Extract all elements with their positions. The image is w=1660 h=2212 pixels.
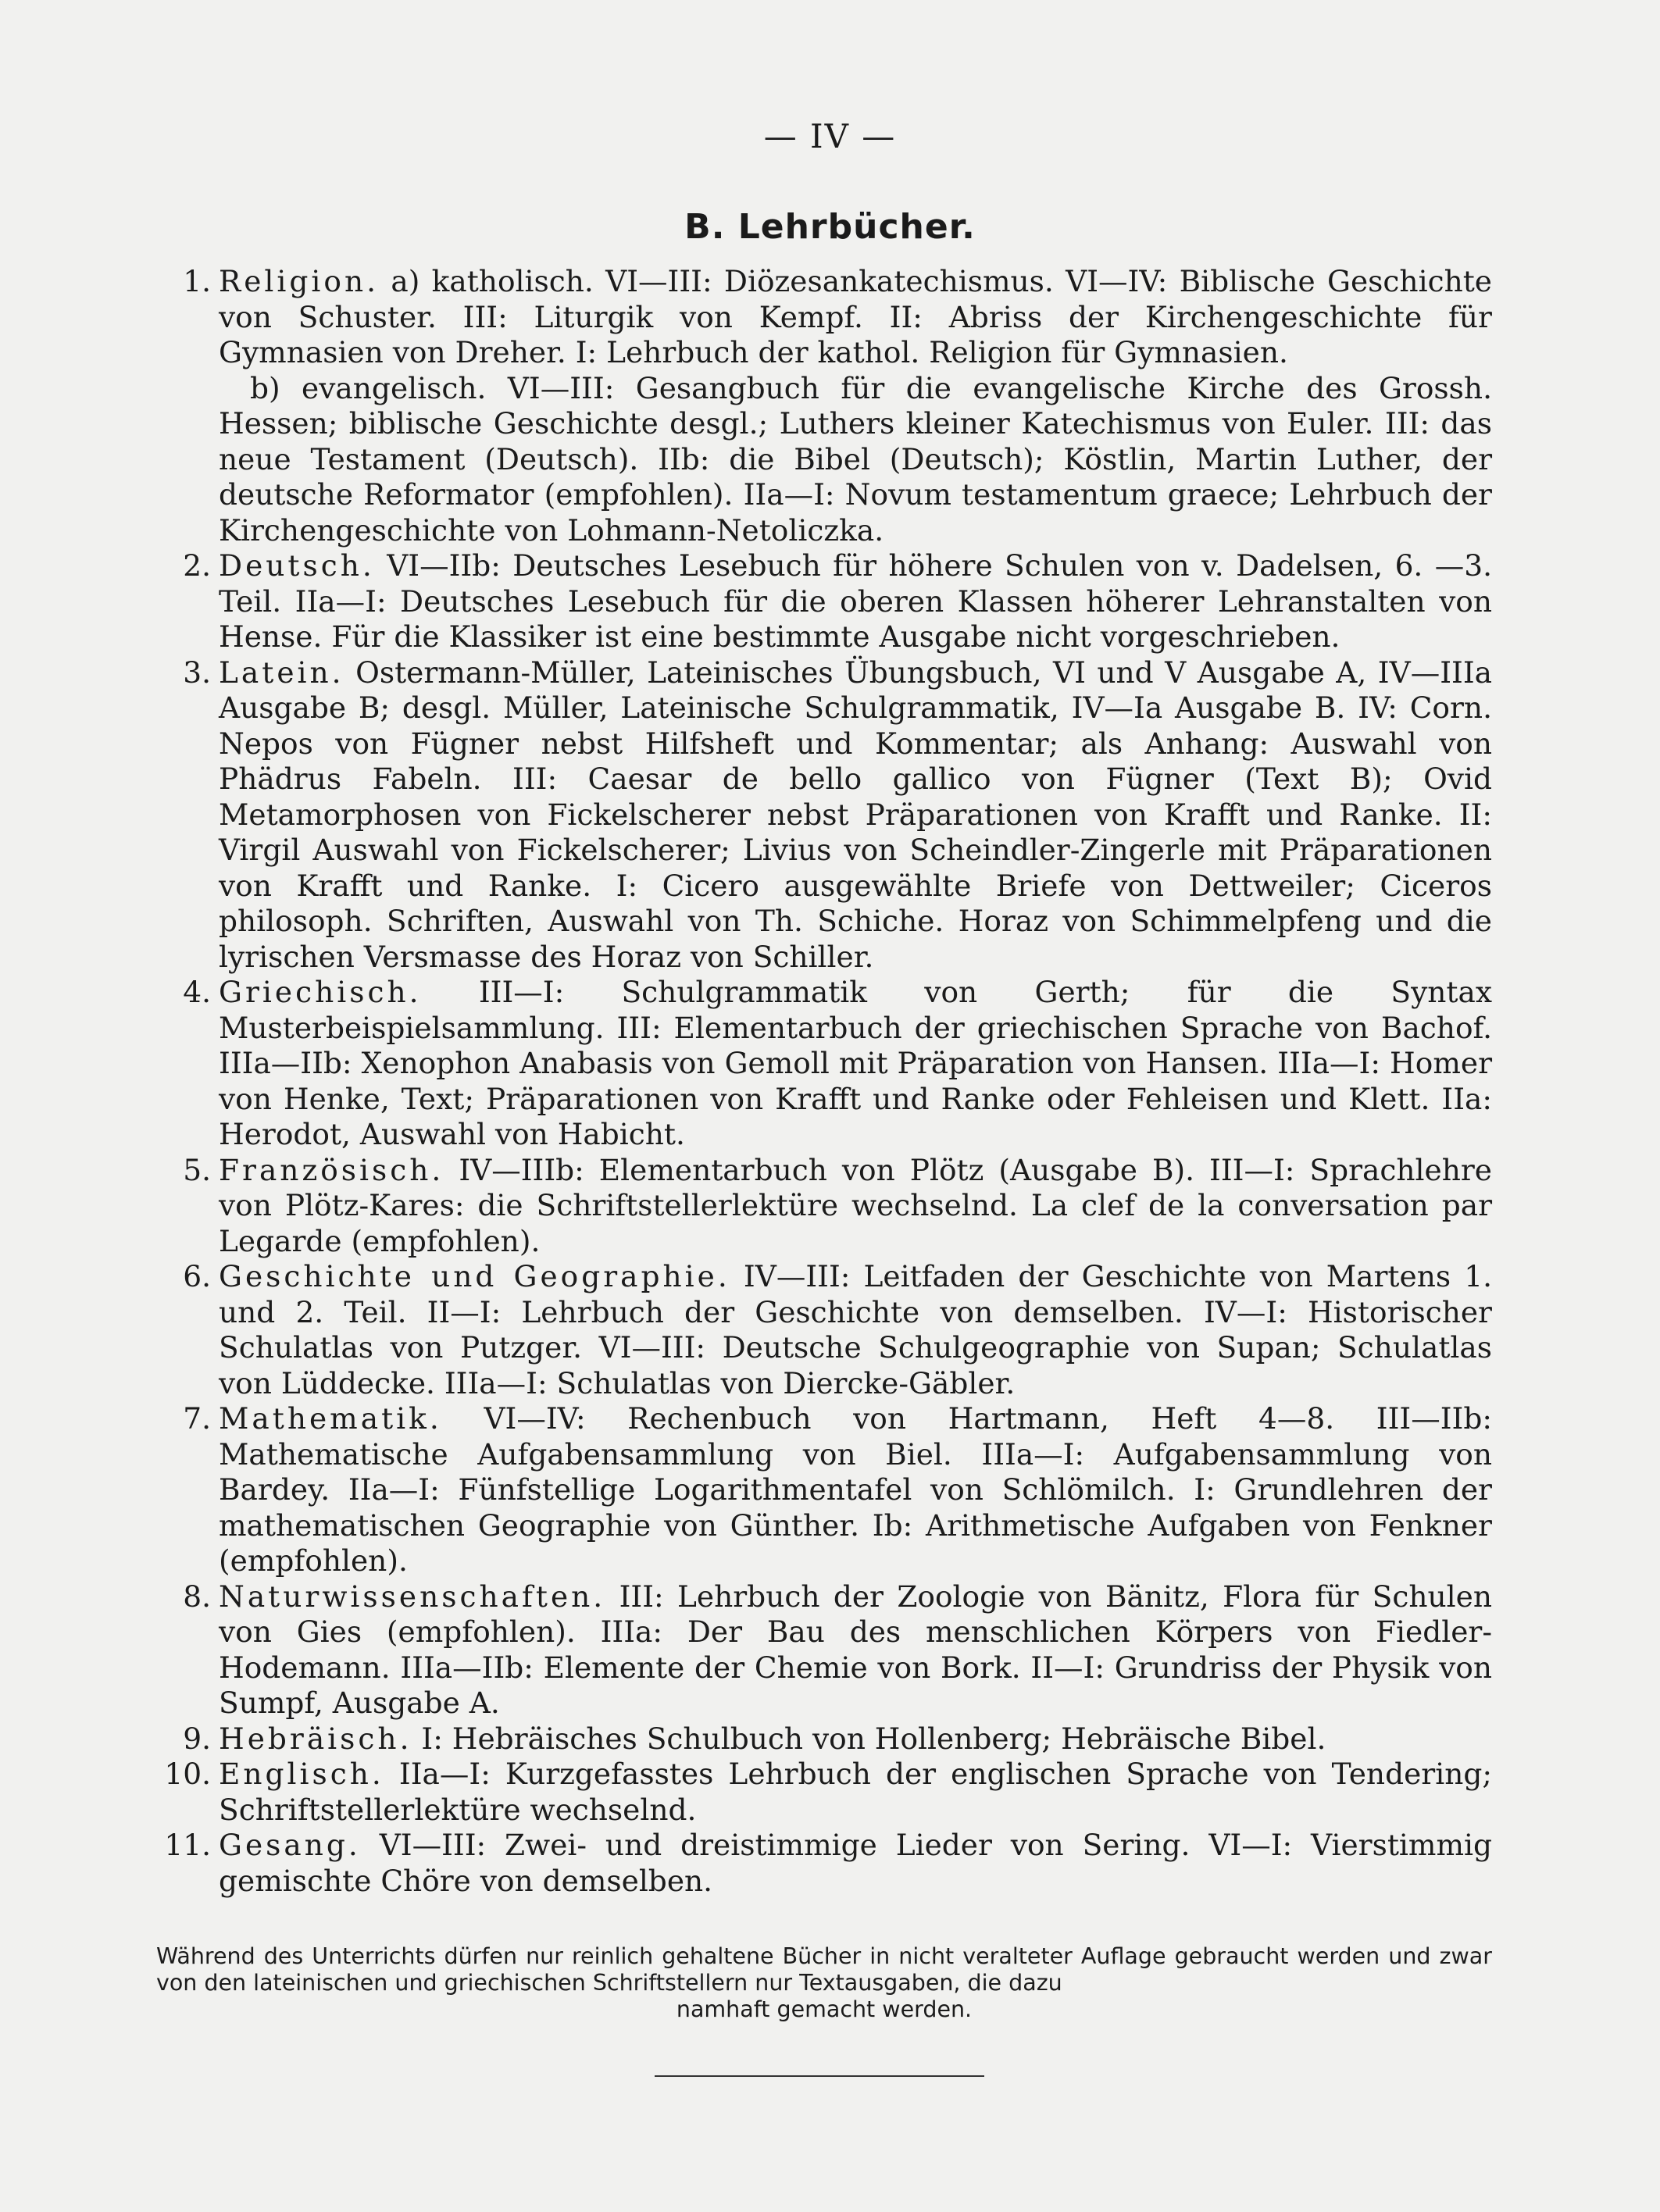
item-subject: Französisch. bbox=[219, 1152, 444, 1187]
item-number: 5. bbox=[183, 1152, 211, 1187]
item-text: III—I: Schulgrammatik von Gerth; für die Syntax Musterbeispielsammlung. III: Elementarbuch der griechischen Sprache von Bachof. IIIa—IIb: Xenophon Anabasis von Gemoll mit Präparation von Hansen. IIIa—I: Homer von Henke, Text; Präparationen von Krafft und Ranke oder Fehleisen und Klett. IIa: Herodot, Auswahl von Habicht. bbox=[219, 975, 1492, 1151]
item-subject: Mathematik. bbox=[219, 1401, 442, 1436]
item-number: 6. bbox=[183, 1259, 211, 1293]
item-subject: Gesang. bbox=[219, 1828, 361, 1862]
item-number: 4. bbox=[183, 975, 211, 1009]
list-item bbox=[156, 1579, 1492, 1721]
list-item bbox=[156, 655, 1492, 976]
item-text: VI—IV: Rechenbuch von Hartmann, Heft 4—8. III—IIb: Mathematische Aufgabensammlung von Biel. IIIa—I: Aufgabensammlung von Bardey. IIa—I: Fünfstellige Logarithmentafel von Schlömilch. I: Grundlehren der mathematischen Geographie von Günther. Ib: Arithmetische Aufgaben von Fenkner (empfohlen). bbox=[219, 1401, 1492, 1578]
item-subject: Latein. bbox=[219, 655, 344, 690]
section-heading: B. Lehrbücher. bbox=[684, 207, 976, 247]
page-number: — IV — bbox=[763, 117, 897, 155]
item-subject: Geschichte und Geographie. bbox=[219, 1259, 730, 1293]
list-item bbox=[156, 1721, 1492, 1757]
item-text: IV—IIIb: Elementarbuch von Plötz (Ausgabe B). III—I: Sprachlehre von Plötz-Kares: die Schriftstellerlektüre wechselnd. La clef de la conversation par Legarde (empfohlen). bbox=[219, 1152, 1492, 1258]
item-number: 8. bbox=[183, 1579, 211, 1614]
item-subject: Deutsch. bbox=[219, 548, 375, 583]
item-subject: Griechisch. bbox=[219, 975, 422, 1009]
closing-rule bbox=[655, 2075, 984, 2077]
item-subject: Naturwissenschaften. bbox=[219, 1579, 606, 1614]
list-item bbox=[156, 1153, 1492, 1260]
list-item bbox=[156, 1828, 1492, 1899]
item-text: I: Hebräisches Schulbuch von Hollenberg; Hebräische Bibel. bbox=[412, 1721, 1326, 1756]
item-text: III: Lehrbuch der Zoologie von Bänitz, Flora für Schulen von Gies (empfohlen). IIIa: Der Bau des menschlichen Körpers von Fiedler-Hodemann. IIIa—IIb: Elemente der Chemie von Bork. II—I: Grundriss der Physik von Sumpf, Ausgabe A. bbox=[219, 1579, 1492, 1720]
item-number: 2. bbox=[183, 548, 211, 583]
item-text: VI—IIb: Deutsches Lesebuch für höhere Schulen von v. Dadelsen, 6. —3. Teil. IIa—I: Deutsches Lesebuch für die oberen Klassen höherer Lehranstalten von Hense. Für die Klassiker ist eine bestimmte Ausgabe nicht vorgeschrieben. bbox=[219, 548, 1492, 654]
item-number: 3. bbox=[183, 655, 211, 690]
footnote bbox=[156, 1943, 1492, 2023]
list-item bbox=[156, 548, 1492, 655]
item-number: 1. bbox=[183, 264, 211, 298]
item-subsection: b) evangelisch. VI—III: Gesangbuch für die evangelische Kirche des Grossh. Hessen; biblische Geschichte desgl.; Luthers kleiner Katechismus von Euler. III: das neue Testament (Deutsch). IIb: die Bibel (Deutsch); Köstlin, Martin Luther, der deutsche Reformator (empfohlen). IIa—I: Novum testamentum graece; Lehrbuch der Kirchengeschichte von Lohmann-Netoliczka. bbox=[219, 370, 1492, 548]
item-text: VI—III: Zwei- und dreistimmige Lieder von Sering. VI—I: Vierstimmig gemischte Chöre von demselben. bbox=[219, 1828, 1492, 1898]
item-subject: Hebräisch. bbox=[219, 1721, 412, 1756]
item-number: 11. bbox=[164, 1828, 211, 1862]
footnote-last-line: namhaft gemacht werden. bbox=[676, 1996, 973, 2022]
list-item bbox=[156, 264, 1492, 548]
item-subject: Religion. bbox=[219, 264, 380, 298]
item-number: 10. bbox=[164, 1757, 211, 1791]
item-text: IV—III: Leitfaden der Geschichte von Martens 1. und 2. Teil. II—I: Lehrbuch der Geschichte von demselben. IV—I: Historischer Schulatlas von Putzger. VI—III: Deutsche Schulgeographie von Supan; Schulatlas von Lüddecke. IIIa—I: Schulatlas von Diercke-Gäbler. bbox=[219, 1259, 1492, 1400]
item-text: Ostermann-Müller, Lateinisches Übungsbuch, VI und V Ausgabe A, IV—IIIa Ausgabe B; desgl. Müller, Lateinische Schulgrammatik, IV—Ia Ausgabe B. IV: Corn. Nepos von Fügner nebst Hilfsheft und Kommentar; als Anhang: Auswahl von Phädrus Fabeln. III: Caesar de bello gallico von Fügner (Text B); Ovid Metamorphosen von Fickelscherer nebst Präparationen von Krafft und Ranke. II: Virgil Auswahl von Fickelscherer; Livius von Scheindler-Zingerle mit Präparationen von Krafft und Ranke. I: Cicero ausgewählte Briefe von Dettweiler; Ciceros philosoph. Schriften, Auswahl von Th. Schiche. Horaz von Schimmelpfeng und die lyrischen Versmasse des Horaz von Schiller. bbox=[219, 655, 1492, 974]
list-item bbox=[156, 1259, 1492, 1401]
footnote-text: Während des Unterrichts dürfen nur reinlich gehaltene Bücher in nicht veralteter Auflage gebraucht werden und zwar von den lateinischen und griechischen Schriftstellern nur Textausgaben, die dazu bbox=[156, 1943, 1492, 1996]
list-item bbox=[156, 1401, 1492, 1579]
item-text: a) katholisch. VI—III: Diözesankatechismus. VI—IV: Biblische Geschichte von Schuster. III: Liturgik von Kempf. II: Abriss der Kirchengeschichte für Gymnasien von Dreher. I: Lehrbuch der kathol. Religion für Gymnasien. bbox=[219, 264, 1492, 369]
textbook-list bbox=[156, 264, 1492, 1899]
item-subject: Englisch. bbox=[219, 1757, 384, 1791]
item-number: 7. bbox=[183, 1401, 211, 1436]
item-number: 9. bbox=[183, 1721, 211, 1756]
item-text: IIa—I: Kurzgefasstes Lehrbuch der englischen Sprache von Tendering; Schriftstellerlektüre wechselnd. bbox=[219, 1757, 1492, 1827]
list-item bbox=[156, 1757, 1492, 1828]
list-item bbox=[156, 975, 1492, 1153]
